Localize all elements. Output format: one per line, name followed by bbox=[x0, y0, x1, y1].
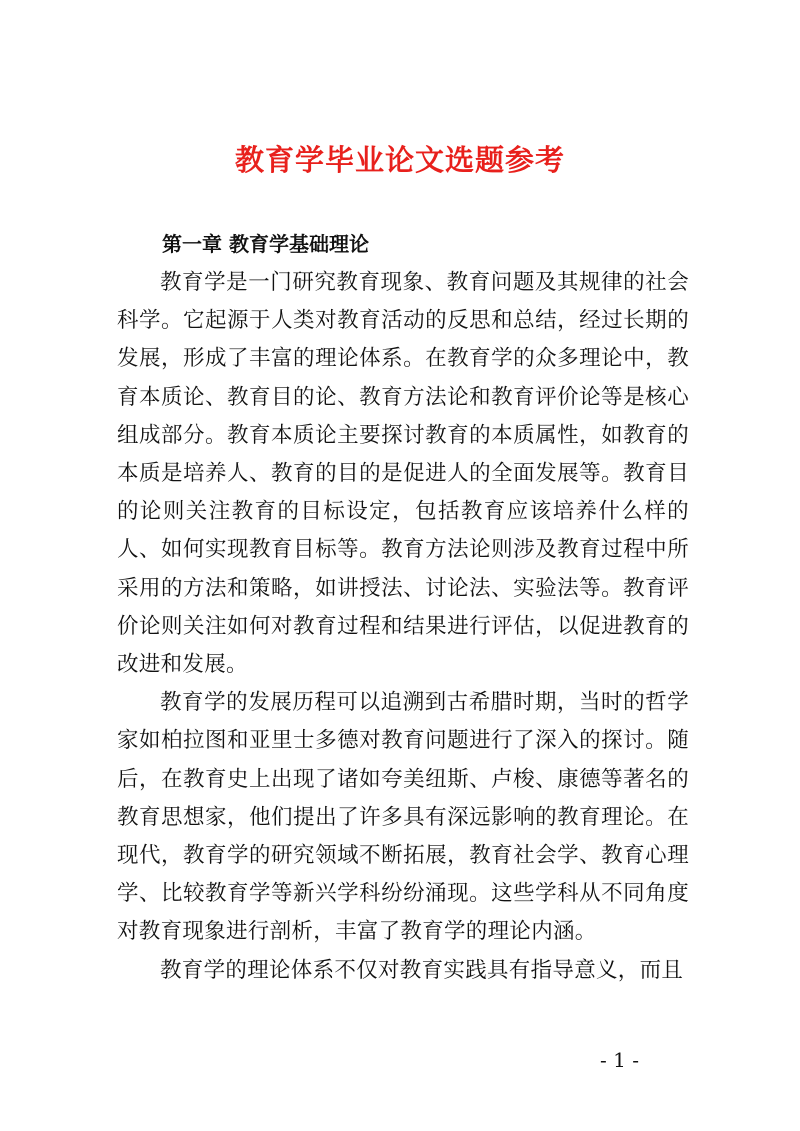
paragraph-3: 教育学的理论体系不仅对教育实践具有指导意义，而且 bbox=[160, 957, 684, 983]
page-number: - 1 - bbox=[600, 1048, 639, 1072]
paragraph-1: 教育学是一门研究教育现象、教育问题及其规律的社会科学。它起源于人类对教育活动的反思和总结，经过长期的发展，形成了丰富的理论体系。在教育学的众多理论中，教育本质论、教育目的论、教育方法论和教育评价论等是核心组成部分。教育本质论主要探讨教育的本质属性，如教育的本质是培养人、教育的目的是促进人的全面发展等。教育目的论则关注教育的目标设定，包括教育应该培养什么样的人、如何实现教育目标等。教育方法论则涉及教育过程中所采用的方法和策略，如讲授法、讨论法、实验法等。教育评价论则关注如何对教育过程和结果进行评估，以促进教育的改进和发展。 bbox=[117, 270, 689, 678]
document-title: 教育学毕业论文选题参考 bbox=[234, 143, 565, 177]
chapter-heading: 第一章 教育学基础理论 bbox=[162, 232, 369, 256]
paragraph-2: 教育学的发展历程可以追溯到古希腊时期，当时的哲学家如柏拉图和亚里士多德对教育问题进行了深入的探讨。随后，在教育史上出现了诸如夸美纽斯、卢梭、康德等著名的教育思想家，他们提出了许多具有深远影响的教育理论。在现代，教育学的研究领域不断拓展，教育社会学、教育心理学、比较教育学等新兴学科纷纷涌现。这些学科从不同角度对教育现象进行剖析，丰富了教育学的理论内涵。 bbox=[117, 690, 689, 945]
body-text bbox=[117, 264, 689, 990]
